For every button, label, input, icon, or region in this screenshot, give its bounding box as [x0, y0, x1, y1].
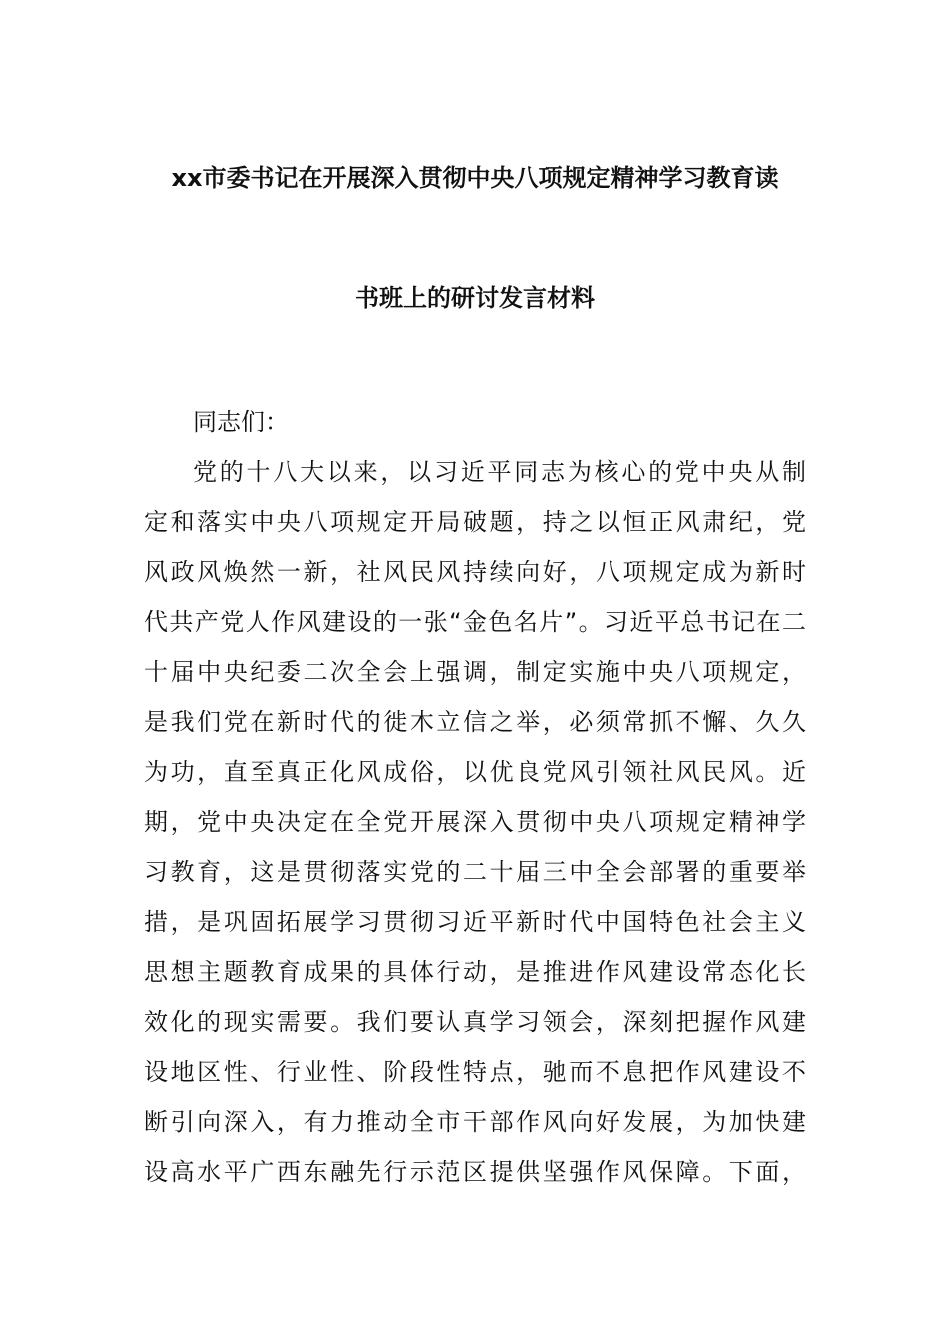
body-line: 十届中央纪委二次全会上强调，制定实施中央八项规定，: [144, 658, 806, 686]
body-line: 效化的现实需要。我们要认真学习领会，深刻把握作风建: [144, 1008, 806, 1036]
body-line: 期，党中央决定在全党开展深入贯彻中央八项规定精神学: [144, 808, 806, 836]
body-line: 断引向深入，有力推动全市干部作风向好发展，为加快建: [144, 1108, 806, 1136]
document-title-line-2: 书班上的研讨发言材料: [355, 284, 595, 312]
body-line: 设地区性、行业性、阶段性特点，驰而不息把作风建设不: [144, 1058, 806, 1086]
body-line: 定和落实中央八项规定开局破题，持之以恒正风肃纪，党: [144, 508, 806, 536]
body-line: 习教育，这是贯彻落实党的二十届三中全会部署的重要举: [144, 858, 806, 886]
body-line: 设高水平广西东融先行示范区提供坚强作风保障。下面，: [144, 1158, 806, 1186]
body-line: 措，是巩固拓展学习贯彻习近平新时代中国特色社会主义: [144, 908, 806, 936]
body-line: 是我们党在新时代的徙木立信之举，必须常抓不懈、久久: [144, 708, 806, 736]
body-line: 党的十八大以来，以习近平同志为核心的党中央从制: [193, 458, 806, 486]
salutation: 同志们：: [193, 408, 289, 436]
body-line: 代共产党人作风建设的一张“金色名片”。习近平总书记在二: [144, 608, 806, 636]
body-line: 思想主题教育成果的具体行动，是推进作风建设常态化长: [144, 958, 806, 986]
body-line: 为功，直至真正化风成俗，以优良党风引领社风民风。近: [144, 758, 806, 786]
body-line: 风政风焕然一新，社风民风持续向好，八项规定成为新时: [144, 558, 806, 586]
document-title-line-1: xx市委书记在开展深入贯彻中央八项规定精神学习教育读: [171, 164, 779, 192]
